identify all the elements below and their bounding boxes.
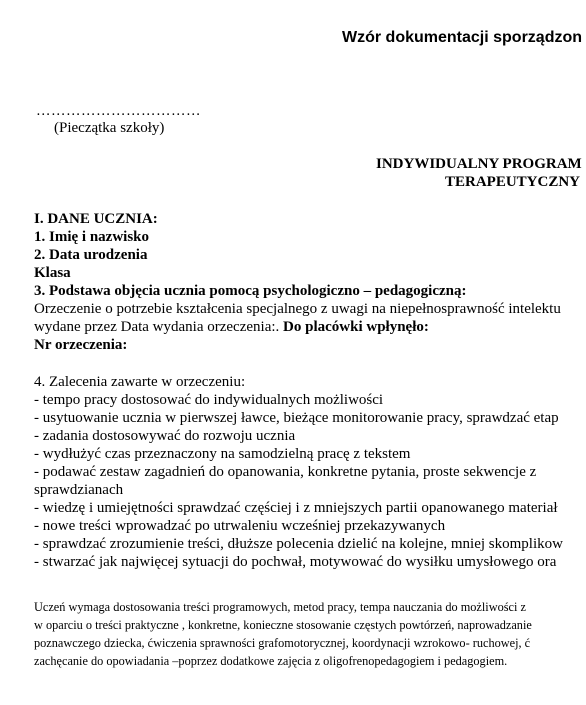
summary-line: zachęcanie do opowiadania –poprzez dodatkowe zajęcia z oligofrenopedagogiem i pedagogiem.	[34, 654, 508, 668]
birth-date-label: 2. Data urodzenia	[34, 247, 148, 263]
opinion-text: Orzeczenie o potrzebie kształcenia specjalnego z uwagi na niepełnosprawność intelektu	[34, 301, 561, 317]
summary-line: Uczeń wymaga dostosowania treści programowych, metod pracy, tempa nauczania do możliwości z	[34, 600, 526, 614]
recommendation-item: - tempo pracy dostosować do indywidualnych możliwości	[34, 392, 384, 408]
program-title: INDYWIDUALNY PROGRAM	[376, 156, 582, 172]
recommendation-item: - sprawdzać zrozumienie treści, dłuższe polecenia dzielić na kolejne, mniej skomplikow	[34, 536, 563, 552]
recommendation-item: - stwarzać jak najwięcej sytuacji do pochwał, motywować do wysiłku umysłowego ora	[34, 554, 557, 570]
document-title: Wzór dokumentacji sporządzon	[342, 29, 583, 46]
recommendation-item: sprawdzianach	[34, 482, 124, 498]
issued-line	[34, 318, 429, 336]
issued-by-text: wydane przez Data wydania orzeczenia:.	[34, 319, 280, 335]
summary-line: poznawczego dziecka, ćwiczenia sprawności grafomotorycznej, koordynacji wzrokowo- ruchowej, ć	[34, 636, 531, 650]
class-label: Klasa	[34, 265, 71, 281]
recommendation-item: - wiedzę i umiejętności sprawdzać częściej i z mniejszych partii opanowanego materiał	[34, 500, 558, 516]
opinion-number-label: Nr orzeczenia:	[34, 337, 128, 353]
recommendations-heading: 4. Zalecenia zawarte w orzeczeniu:	[34, 374, 246, 390]
recommendation-item: - nowe treści wprowadzać po utrwaleniu wcześniej przekazywanych	[34, 518, 446, 534]
section-heading: I. DANE UCZNIA:	[34, 211, 158, 227]
program-subtitle: TERAPEUTYCZNY	[445, 174, 581, 190]
stamp-dots: ……………………………	[36, 103, 201, 119]
recommendation-item: - usytuowanie ucznia w pierwszej ławce, bieżące monitorowanie pracy, sprawdzać etap	[34, 410, 559, 426]
basis-label: 3. Podstawa objęcia ucznia pomocą psychologiczno – pedagogiczną:	[34, 283, 467, 299]
received-label: Do placówki wpłynęło:	[283, 319, 429, 335]
stamp-label: (Pieczątka szkoły)	[54, 120, 165, 136]
recommendation-item: - zadania dostosowywać do rozwoju ucznia	[34, 428, 296, 444]
summary-line: w oparciu o treści praktyczne , konkretne, konieczne stosowanie częstych powtórzeń, naprowadzanie	[34, 618, 532, 632]
recommendation-item: - podawać zestaw zagadnień do opanowania, konkretne pytania, proste sekwencje z	[34, 464, 537, 480]
name-label: 1. Imię i nazwisko	[34, 229, 150, 245]
recommendation-item: - wydłużyć czas przeznaczony na samodzielną pracę z tekstem	[34, 446, 411, 462]
